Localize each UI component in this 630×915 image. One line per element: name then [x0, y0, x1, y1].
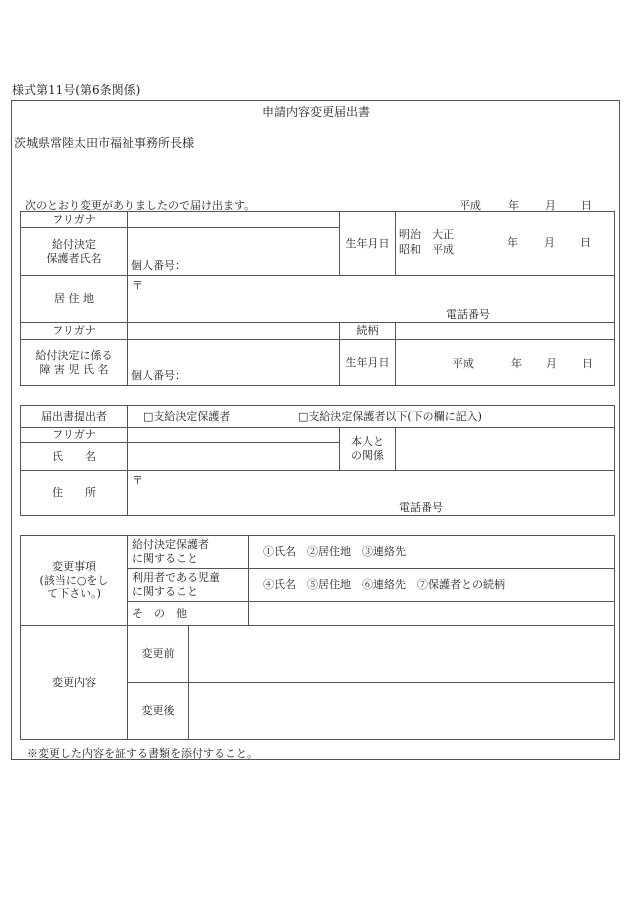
relation-to-person-label: 本人と の関係: [340, 428, 396, 471]
postal-mark-2: 〒: [132, 474, 143, 487]
after-label: 変更後: [128, 683, 189, 740]
other-label: そ の 他: [128, 602, 249, 626]
submitter-table: [20, 405, 615, 516]
guardian-name-label: 給付決定 保護者氏名: [21, 228, 128, 276]
guardian-furigana-field[interactable]: [128, 212, 340, 228]
date-year: 年: [508, 199, 519, 212]
change-table: [20, 535, 615, 740]
personal-number-label: 個人番号：: [131, 259, 186, 273]
date-day: 日: [581, 199, 592, 212]
child-name-field[interactable]: [128, 340, 340, 386]
furigana-label: フリガナ: [21, 212, 128, 228]
postal-mark: 〒: [132, 279, 143, 292]
birth-year-2: 年: [511, 357, 522, 370]
change-content-label: 変更内容: [21, 626, 128, 740]
birth-day: 日: [580, 236, 591, 249]
submitter-phone-label: 電話番号: [399, 501, 443, 514]
birth-date-label-2: 生年月日: [340, 340, 396, 386]
address-field[interactable]: [128, 276, 615, 323]
submitter-furigana-label: フリガナ: [21, 428, 128, 443]
address-label: 居 住 地: [21, 276, 128, 323]
submitter-furigana-field[interactable]: [128, 428, 340, 443]
submitter-name-label: 氏 名: [21, 443, 128, 471]
birth-year: 年: [507, 236, 518, 249]
form-title: 申請内容変更届出書: [262, 105, 371, 119]
guardian-change-options[interactable]: ①氏名 ②居住地 ③連絡先: [249, 536, 615, 569]
submitter-address-label: 住 所: [21, 471, 128, 516]
applicant-table: [20, 211, 615, 386]
relation-field[interactable]: [396, 323, 615, 340]
birth-month-2: 月: [546, 357, 557, 370]
relation-label: 続柄: [340, 323, 396, 340]
form-id: 様式第11号(第6条関係): [12, 83, 141, 97]
child-birth-date-field[interactable]: [396, 340, 615, 386]
guardian-birth-date-field[interactable]: [396, 212, 615, 276]
addressee: 茨城県常陸太田市福祉事務所長様: [14, 136, 195, 150]
relation-to-person-field[interactable]: [396, 428, 615, 471]
before-field[interactable]: [189, 626, 615, 683]
birth-era-2: 平成: [452, 357, 474, 370]
furigana-label-2: フリガナ: [21, 323, 128, 340]
before-label: 変更前: [128, 626, 189, 683]
guardian-related-label: 給付決定保護者 に関すること: [128, 536, 249, 569]
era-options-2: 昭和 平成: [399, 243, 454, 256]
submitter-name-field[interactable]: [128, 443, 340, 471]
child-change-options[interactable]: ④氏名 ⑤居住地 ⑥連絡先 ⑦保護者との続柄: [249, 569, 615, 602]
child-furigana-field[interactable]: [128, 323, 340, 340]
birth-day-2: 日: [582, 357, 593, 370]
child-related-label: 利用者である児童 に関すること: [128, 569, 249, 602]
era-options-1: 明治 大正: [399, 228, 454, 241]
submitter-options: [128, 406, 615, 428]
child-name-label: 給付決定に係る 障 害 児 氏 名: [21, 340, 128, 386]
birth-date-label: 生年月日: [340, 212, 396, 276]
after-field[interactable]: [189, 683, 615, 740]
change-items-label: 変更事項 (該当に○をし て下さい。): [21, 536, 128, 626]
date-era: 平成: [459, 199, 481, 212]
option-other-checkbox[interactable]: □支給決定保護者以下(下の欄に記入): [298, 410, 482, 423]
submitter-address-field[interactable]: [128, 471, 615, 516]
option-guardian-checkbox[interactable]: □支給決定保護者: [143, 410, 231, 423]
birth-month: 月: [544, 236, 555, 249]
other-field[interactable]: [249, 602, 615, 626]
phone-label: 電話番号: [446, 308, 490, 321]
submitter-label: 届出書提出者: [21, 406, 128, 428]
personal-number-label-2: 個人番号：: [131, 369, 186, 383]
guardian-name-field[interactable]: [128, 228, 340, 276]
date-month: 月: [545, 199, 556, 212]
intro-text: 次のとおり変更がありましたので届け出ます。: [25, 199, 256, 212]
footer-note: ※変更した内容を証する書類を添付すること。: [27, 747, 258, 760]
